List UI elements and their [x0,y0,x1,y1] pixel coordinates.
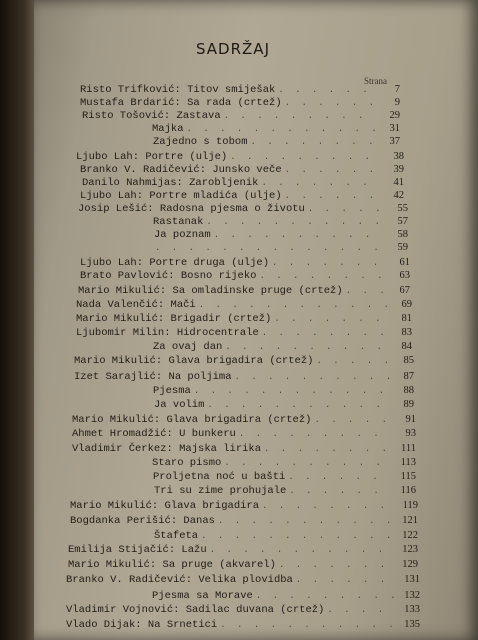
toc-entry [154,229,408,243]
dot-leader [278,85,375,95]
toc-entry-title [80,270,256,282]
dot-leader [274,314,387,324]
toc-entry [80,164,404,178]
dot-leader [207,400,389,410]
toc-entry-work: Portre druga (ulje) [149,257,270,269]
dot-leader [210,545,393,555]
toc-entry-title [154,229,211,241]
toc-entry-work: Hidrocentrale [176,327,259,339]
toc-entry [153,136,400,150]
toc-entry-title [153,136,248,148]
toc-entry-title [154,485,286,497]
toc-entry-work: Portre mladića (ulje) [149,190,282,202]
toc-entry [152,123,400,137]
toc-entry-page-number: 89 [403,399,414,410]
toc-entry [80,190,404,204]
dot-leader [279,560,393,570]
toc-entry-work: Tri su zime prohujale [154,485,287,497]
toc-entry-page-number: 29 [389,110,400,121]
toc-entry-work: Bosno rijeko [180,270,257,282]
toc-entry-title [76,299,196,311]
toc-entry-page-number: 37 [389,136,400,147]
toc-entry-work: Glava brigadira [164,500,260,512]
toc-entry-author: Branko V. Radičević: [66,574,199,586]
toc-entry [66,604,420,618]
toc-entry [78,285,410,299]
toc-entry-page-number: 69 [401,299,412,310]
toc-entry-work: Za ovaj dan [153,341,223,353]
toc-entry-author: Mario Mikulić: [74,355,169,367]
dot-leader [288,472,391,482]
toc-entry-title [66,604,324,616]
toc-entry [68,544,418,558]
toc-entry-work: Glava brigadira (crtež) [168,355,314,367]
toc-entry-page-number: 131 [404,574,420,585]
toc-entry-author: Danilo Nahmijas: [82,177,190,189]
toc-entry-work: Sa pruge (akvarel) [162,559,276,571]
dot-leader [308,204,383,214]
dot-leader [261,178,379,188]
toc-entry-page-number: 111 [401,443,416,454]
toc-entry-title [70,500,259,512]
toc-entry-title [80,190,282,202]
toc-entry-work: Sa omladinske pruge (crtež) [172,285,343,297]
toc-entry-page-number: 67 [399,285,410,296]
dot-leader [201,531,393,541]
toc-entry [152,590,420,604]
toc-entry-page-number: 135 [404,619,420,630]
dot-leader [194,386,389,396]
toc-entry-title [154,530,198,542]
toc-entry-page-number: 133 [404,604,420,615]
toc-entry-page-number: 55 [397,203,408,214]
toc-entry-author: Ljubomir Milin: [76,327,177,339]
toc-entry-title [70,515,215,527]
toc-entry-page-number: 88 [403,385,414,396]
toc-entry-work: Proljetna noć u bašti [153,471,286,483]
toc-entry [68,559,418,573]
toc-entry-title [152,123,184,135]
toc-entry-work: Pjesma [153,385,191,397]
toc-entry-title [153,341,222,353]
toc-entry-title [152,590,253,602]
dot-leader [220,620,395,630]
toc-entry [66,619,420,633]
toc-entry-author: Mario Mikulić: [72,414,167,426]
toc-entry [153,341,412,355]
toc-entry-title [74,371,232,383]
dot-leader [285,98,375,108]
toc-entry-page-number: 41 [393,177,404,188]
toc-entry-title [72,443,261,455]
toc-entry-author: Risto Trifković: [80,84,188,96]
toc-entry-title [153,216,203,228]
dot-leader [259,271,385,281]
toc-entry-author: Vlado Dijak: [66,619,148,631]
toc-entry [76,327,412,341]
toc-entry [72,414,416,428]
dot-leader [262,501,393,511]
toc-entry-author: Izet Sarajlić: [74,371,169,383]
toc-entry-title [76,313,271,325]
toc-entry-title [78,203,305,215]
dot-leader [256,591,395,601]
toc-entry-work: Lažu [181,544,207,556]
toc-entry-title [80,84,275,96]
toc-entry-page-number: 42 [393,190,404,201]
toc-entry-author: Mario Mikulić: [70,500,165,512]
toc-entry-author: Ljubo Lah: [80,257,150,269]
toc-entry [154,530,418,544]
toc-entry [70,500,418,514]
dot-leader [272,258,385,268]
toc-entry-page-number: 91 [405,414,416,425]
toc-entry-page-number: 9 [394,97,400,108]
toc-entry-author: Bogdanka Perišić: [70,515,184,527]
toc-entry-work: Radosna pjesma o životu [159,203,305,215]
toc-entry-work: Rastanak [153,216,204,228]
toc-entry-page-number: 132 [404,590,420,601]
toc-entry-work: U bunkeru [179,428,236,440]
toc-entry [78,203,408,217]
dot-leader [206,217,383,227]
dot-leader [251,137,375,147]
toc-entry [72,443,416,457]
toc-entry-page-number: 59 [397,242,408,253]
toc-entry-title [66,574,293,586]
dot-leader [187,124,375,134]
toc-entry-page-number: 123 [402,544,418,555]
toc-entry [152,242,408,256]
toc-entry-author: Risto Tošović: [82,110,177,122]
dot-leader [199,300,387,310]
toc-entry-title [82,110,221,122]
toc-entry-title [153,471,285,483]
toc-entry-page-number: 63 [399,270,410,281]
toc-entry-work: Na poljima [168,371,232,383]
toc-entry [82,110,400,124]
toc-entry-author: Mario Mikulić: [76,313,171,325]
toc-entry-author: Branko V. Radičević: [80,164,213,176]
toc-entry-page-number: 83 [401,327,412,338]
toc-entry [76,299,412,313]
toc-entry-page-number: 93 [405,428,416,439]
toc-entry-work: Junsko veče [212,164,282,176]
toc-entry-page-number: 119 [402,500,418,511]
dot-leader [214,230,383,240]
toc-entry [80,84,400,98]
dot-leader [239,429,391,439]
dot-leader [327,605,395,615]
dot-leader [346,286,385,296]
toc-entry [153,385,414,399]
toc-entry [80,97,400,111]
toc-entry-page-number: 38 [393,151,404,162]
page-column-header: Strana [364,76,387,86]
toc-entry-work: Na Srnetici [147,619,218,631]
toc-entry [153,471,416,485]
toc-entry-title [76,151,227,163]
toc-entry [152,457,416,471]
toc-entry-title [72,428,236,440]
toc-entry-page-number: 115 [400,471,416,482]
toc-entry-page-number: 113 [400,457,416,468]
toc-entry-author: Mario Mikulić: [78,285,173,297]
toc-entry-work: Sa rada (crtež) [187,97,282,109]
toc-entry-work: Brigadir (crtež) [170,313,272,325]
toc-entry-page-number: 84 [401,341,412,352]
toc-entry-page-number: 129 [402,559,418,570]
toc-entry [74,371,414,385]
toc-entry-page-number: 122 [402,530,418,541]
dot-leader [262,328,387,338]
toc-entry-work: Staro pismo [152,457,222,469]
toc-entry-title [68,544,207,556]
dot-leader [316,356,389,366]
toc-entry-title [153,385,191,397]
toc-entry-title [152,457,221,469]
toc-entry-work: Zajedno s tobom [153,136,248,148]
toc-entry-author: Emilija Stijačić: [68,544,182,556]
toc-entry-title [82,177,258,189]
toc-entry-work: Ja volim [154,399,205,411]
toc-entry-author: Josip Lešić: [78,203,160,215]
toc-entry-page-number: 121 [402,515,418,526]
toc-entry-work: Majska lirika [179,443,262,455]
toc-entry-page-number: 85 [403,355,414,366]
page-title: SADRŽAJ [196,40,270,58]
toc-entry-author: Ljubo Lah: [76,151,146,163]
toc-entry [153,216,408,230]
toc-entry [76,151,404,165]
toc-entry-title [80,257,269,269]
toc-entry-title [72,414,311,426]
toc-entry-author: Vladimir Vojnović: [66,604,186,616]
toc-entry-title [154,399,204,411]
toc-entry-page-number: 61 [399,257,410,268]
toc-entry-title [80,97,282,109]
toc-entry-page-number: 57 [397,216,408,227]
toc-entry-work: Ja poznam [154,229,211,241]
dot-leader [264,444,391,454]
toc-entry [154,399,414,413]
dot-leader [224,111,375,121]
dot-leader [296,575,395,585]
toc-entry-work: Zastava [176,110,221,122]
toc-entry-page-number: 39 [393,164,404,175]
toc-entry-page-number: 87 [403,371,414,382]
toc-entry-work: Glava brigadira (crtež) [166,414,312,426]
toc-entry [80,270,410,284]
toc-entry-page-number: 81 [401,313,412,324]
toc-entry-title [66,619,217,631]
dot-leader [235,372,389,382]
toc-entry-author: Nada Valenčić: [76,299,171,311]
toc-entry [66,574,420,588]
toc-entry-title [80,164,282,176]
dot-leader [155,243,383,253]
toc-entry [72,428,416,442]
dot-leader [285,165,379,175]
toc-entry [74,355,414,369]
toc-entry-title [74,355,313,367]
toc-entry-page-number: 31 [389,123,400,134]
toc-entry-work: Titov smiješak [187,84,276,96]
toc-entry-work: Danas [183,515,215,527]
toc-entry-work: Zarobljenik [189,177,259,189]
toc-entry [70,515,418,529]
toc-entry-work: Sadilac duvana (crtež) [185,604,325,616]
dot-leader [224,458,391,468]
dot-leader [225,342,387,352]
toc-entry-title [68,559,276,571]
dot-leader [289,486,391,496]
toc-entry-work: Pjesma sa Morave [152,590,253,602]
toc-entry [76,313,412,327]
dot-leader [285,191,379,201]
toc-entry [80,257,410,271]
toc-entry-work: Majka [152,123,184,135]
toc-entry-page-number: 58 [397,229,408,240]
toc-entry-author: Ahmet Hromadžić: [72,428,180,440]
dot-leader [314,415,391,425]
toc-entry-title [76,327,259,339]
toc-entry-title [78,285,343,297]
toc-entry [82,177,404,191]
dot-leader [218,516,393,526]
dot-leader [230,152,379,162]
toc-entry-page-number: 116 [400,485,416,496]
toc-entry-work: Štafeta [154,530,199,542]
toc-entry-author: Vladimir Čerkez: [72,443,180,455]
toc-entry-page-number: 7 [394,84,400,95]
toc-entry-author: Ljubo Lah: [80,190,150,202]
toc-entry-author: Brato Pavlović: [80,270,181,282]
toc-entry-author: Mario Mikulić: [68,559,163,571]
toc-entry-work: Portre (ulje) [145,151,228,163]
toc-entry [154,485,416,499]
toc-entry-work: Mači [170,299,196,311]
toc-entry-author: Mustafa Brdarić: [80,97,188,109]
toc-entry-work: Velika plovidba [198,574,293,586]
